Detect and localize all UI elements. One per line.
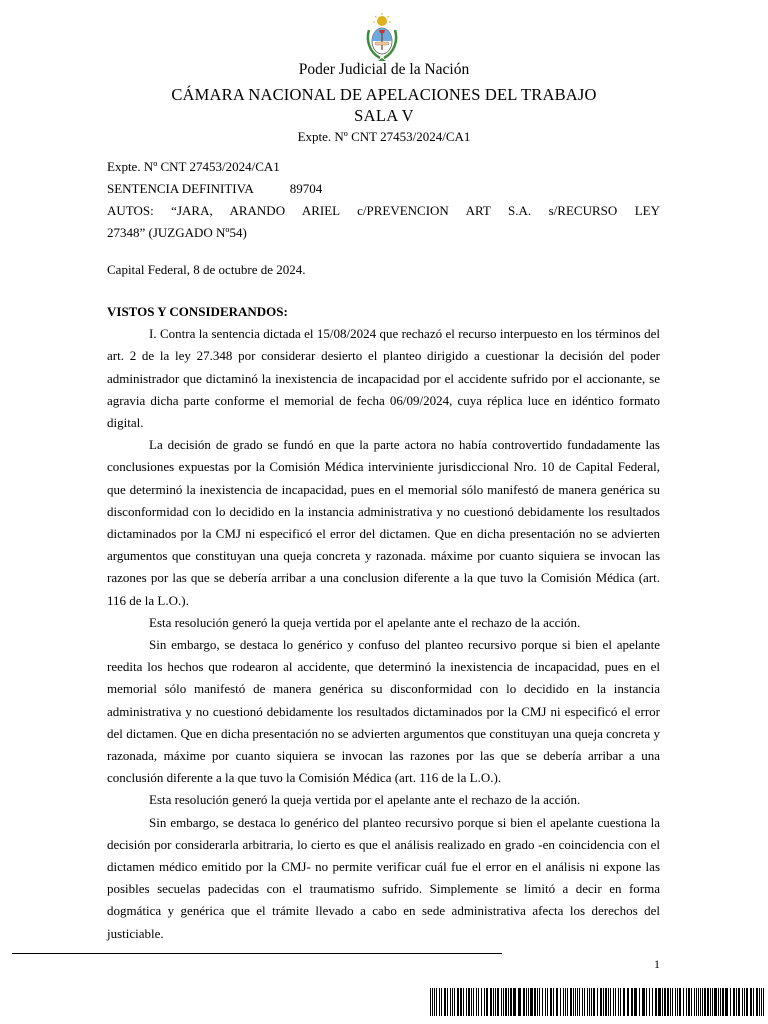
paragraph: Esta resolución generó la queja vertida por el apelante ante el rechazo de la acción. (149, 792, 581, 808)
sentence-line (107, 178, 660, 200)
chamber-name: CÁMARA NACIONAL DE APELACIONES DEL TRABAJO (171, 85, 597, 104)
sentence-number: 89704 (289, 181, 323, 196)
document-header (0, 60, 768, 146)
case-caption-line-1: AUTOS: “JARA, ARANDO ARIEL c/PREVENCION ART S.A. s/RECURSO LEY (107, 203, 660, 218)
argentina-coat-of-arms-icon (364, 12, 400, 62)
paragraph: Sin embargo, se destaca lo genérico del planteo recursivo porque si bien el apelante cuestiona la decisión por considerarla arbitraria, lo cierto es que el análisis realizado en grado -en coincidencia con el dictamen médico emitido por la CMJ- no permite verificar cuál fue el error en el análisis ni expone las posibles secuelas padecidas con el traumatismo sufrido. Simplemente se limitó a decir en forma dogmática y genérica que el trámite llevado a cabo en sede administrativa afecta los derechos del justiciable. (107, 814, 660, 941)
header-file-number: Expte. Nº CNT 27453/2024/CA1 (297, 129, 471, 144)
barcode-icon (428, 988, 768, 1016)
paragraph: I. Contra la sentencia dictada el 15/08/2024 que rechazó el recurso interpuesto en los términos del art. 2 de la ley 27.348 por considerar desierto el planteo dirigido a cuestionar la decisión del poder administrador que dictaminó la inexistencia de incapacidad por el accidente sufrido por el accionante, se agravia dicha parte conforme el memorial de fecha 06/09/2024, cuya réplica luce en idéntico formato digital. (107, 326, 660, 431)
document-body (107, 301, 660, 945)
case-caption (107, 200, 660, 244)
sentence-label: SENTENCIA DEFINITIVA (107, 181, 254, 196)
section-heading: VISTOS Y CONSIDERANDOS: (107, 304, 288, 319)
paragraph: Esta resolución generó la queja vertida por el apelante ante el rechazo de la acción. (149, 614, 581, 630)
paragraph: Sin embargo, se destaca lo genérico y confuso del planteo recursivo porque si bien el apelante reedita los hechos que rodearon al accidente, que determinó la inexistencia de incapacidad, pues en el memorial sólo manifestó de manera genérica su disconformidad con lo decidido en la instancia administrativa y no cuestionó debidamente los resultados dictaminados por la CMJ ni especificó el error del dictamen. Que en dicha presentación no se advierten argumentos que constituyan una queja concreta y razonada, máxime por cuanto siquiera se invocan las razones por las que se debería arribar a una conclusión diferente a la que tuvo la Comisión Médica (art. 116 de la L.O.). (107, 637, 660, 786)
case-metadata (107, 156, 660, 244)
sala-name: SALA V (354, 106, 414, 125)
file-number: Expte. Nº CNT 27453/2024/CA1 (107, 159, 280, 174)
footer-divider (12, 953, 502, 954)
paragraph: La decisión de grado se fundó en que la parte actora no había controvertido fundadamente las conclusiones expuestas por la Comisión Médica interviniente jurisdiccional Nro. 10 de Capital Federal, que determinó la inexistencia de incapacidad, pues en el memorial sólo manifestó de manera genérica su disconformidad con lo decidido en la instancia administrativa y no cuestionó debidamente los resultados dictaminados por la CMJ ni especificó el error del dictamen. Que en dicha presentación no se advierten argumentos que constituyan una queja concreta y razonada. máxime por cuanto siquiera se invocan las razones por las que se debería arribar a una conclusion diferente a la que tuvo la Comisión Médica (art. 116 de la L.O.). (107, 437, 660, 608)
document-date: Capital Federal, 8 de octubre de 2024. (107, 262, 306, 277)
case-caption-line-2: 27348” (JUZGADO Nº54) (107, 225, 247, 240)
page-number: 1 (654, 957, 660, 971)
institution-name: Poder Judicial de la Nación (298, 61, 470, 78)
